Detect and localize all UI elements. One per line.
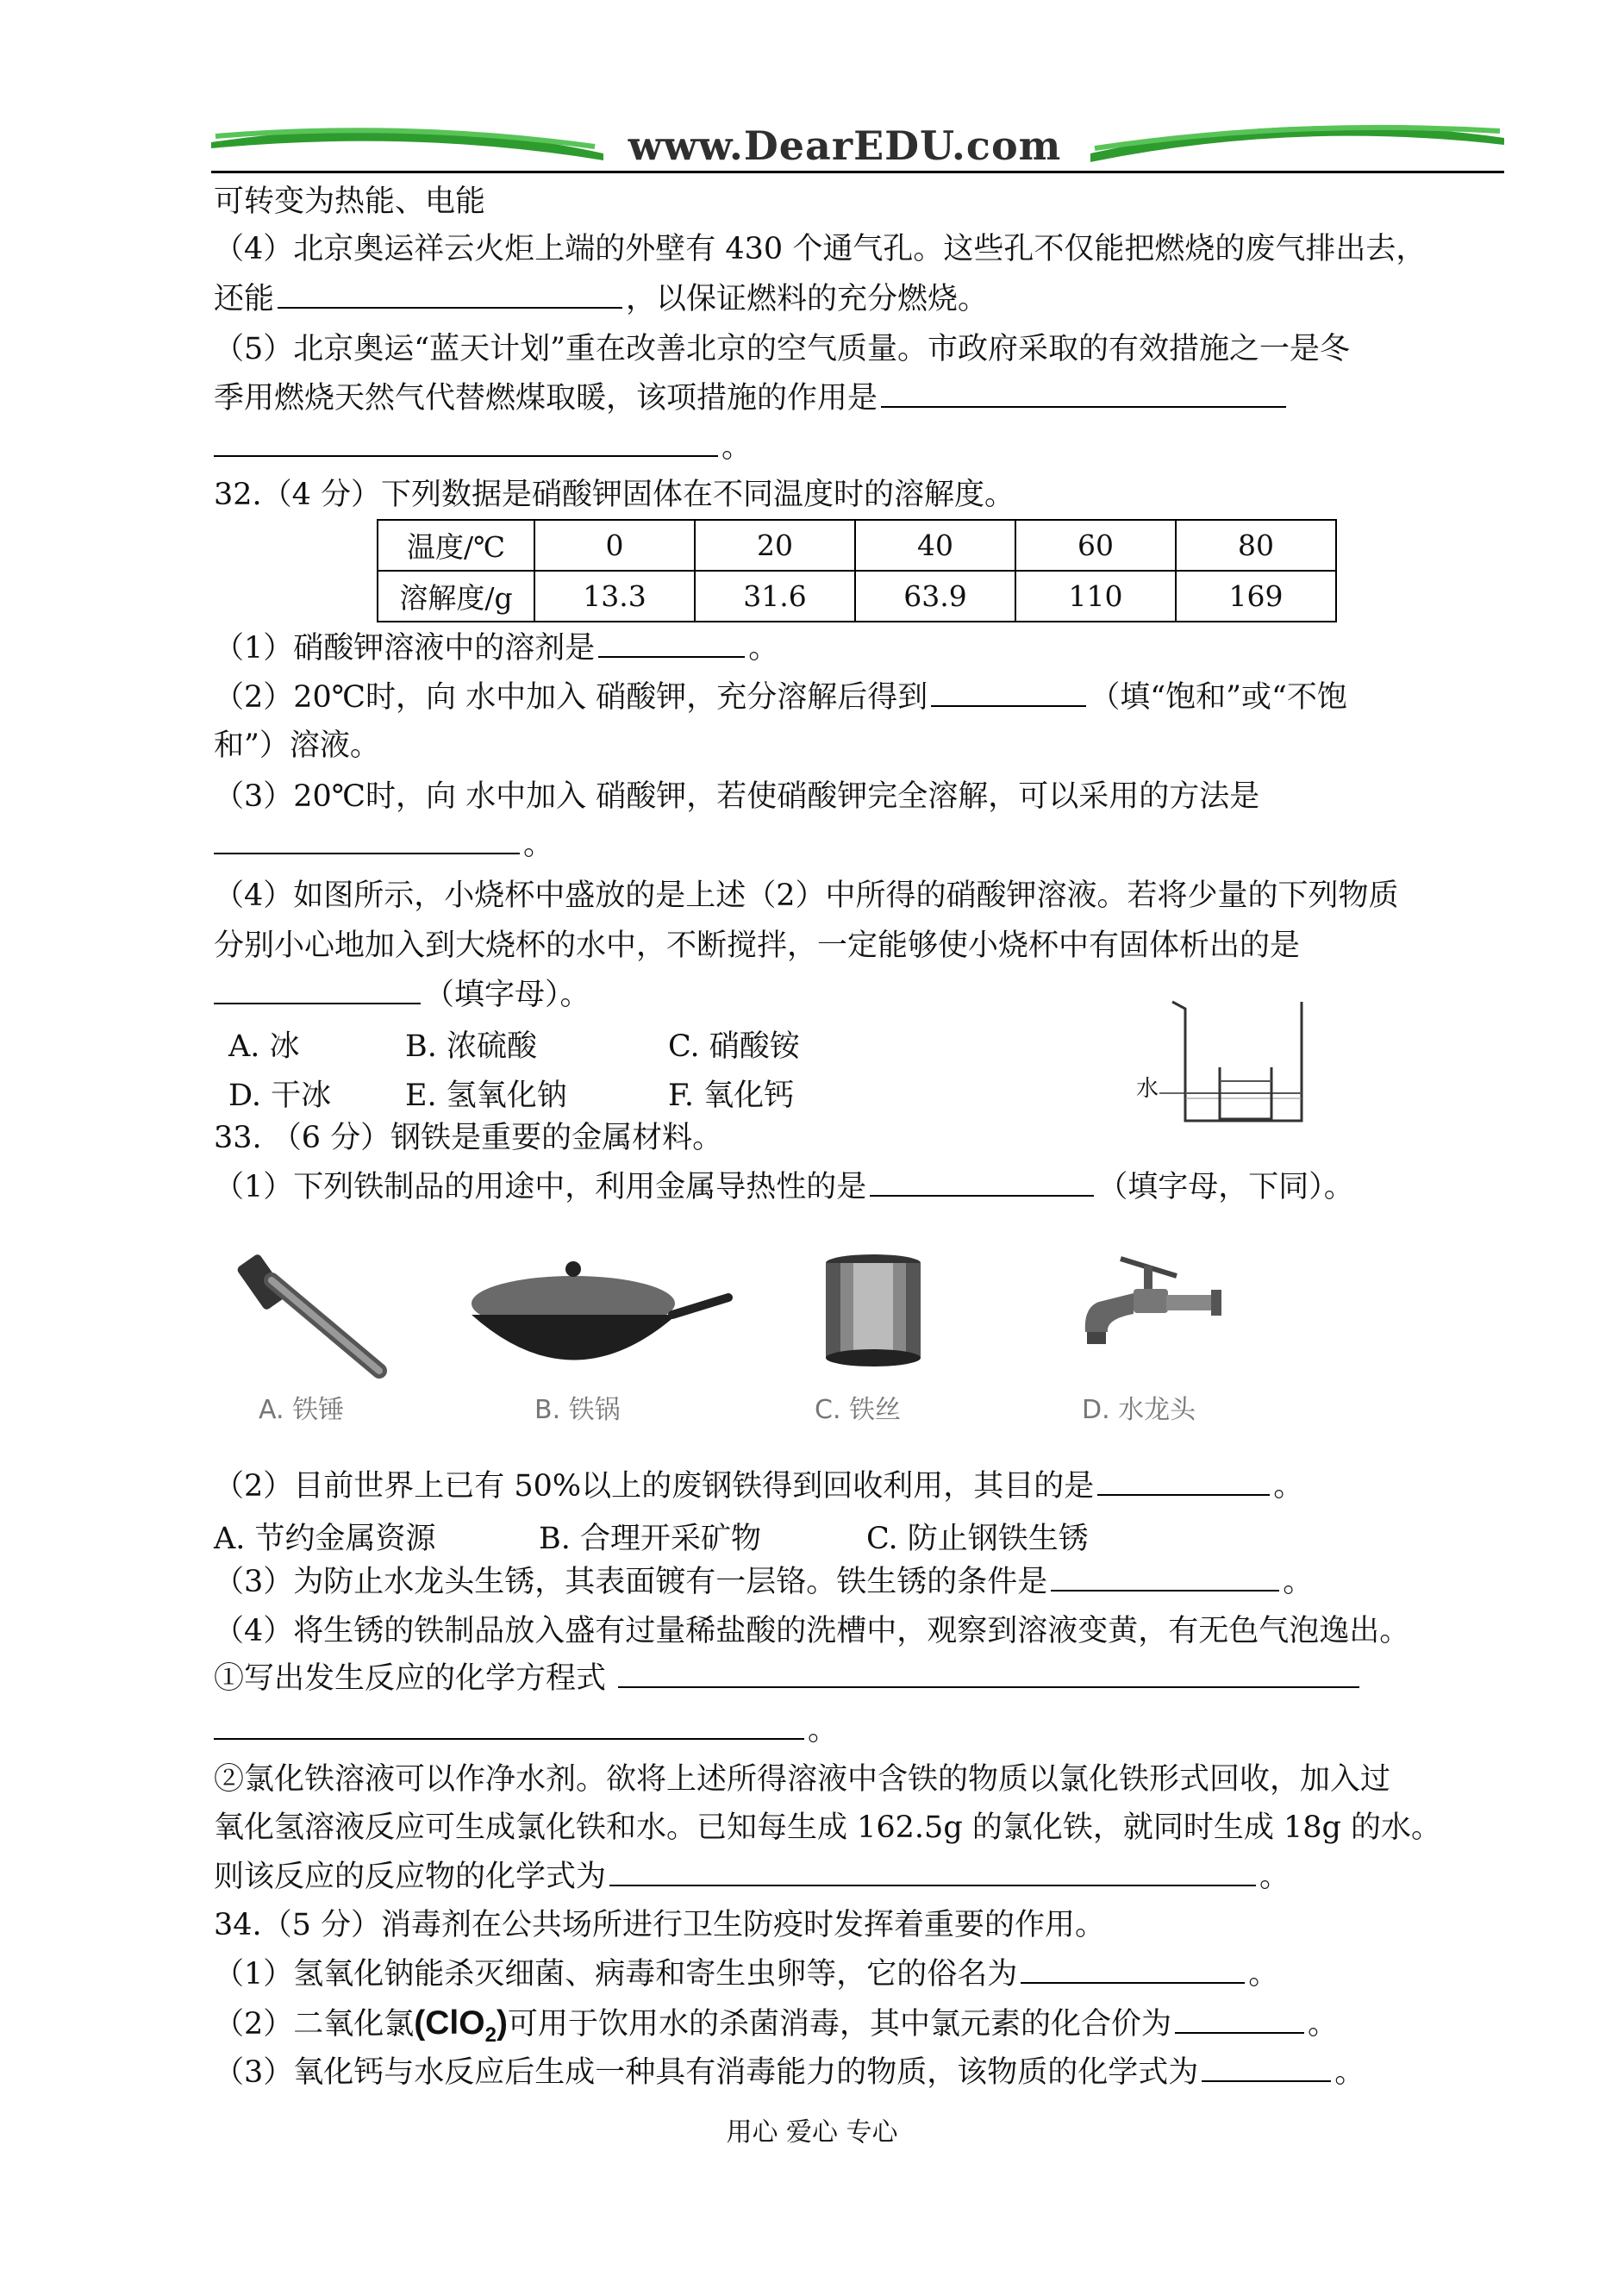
- text-span: （填字母）。: [424, 978, 590, 1012]
- water-label: 水: [1136, 1076, 1159, 1102]
- text-line: （4）将生锈的铁制品放入盛有过量稀盐酸的洗槽中，观察到溶液变黄，有无色气泡逸出。: [214, 1614, 1410, 1648]
- footer-slogan: 用心 爱心 专心: [726, 2117, 898, 2148]
- text-line: [214, 678, 1347, 716]
- answer-blank[interactable]: [278, 281, 622, 309]
- text-span: 。: [748, 631, 779, 666]
- wire-spool-icon: [815, 1250, 935, 1379]
- table-row: [378, 571, 1336, 622]
- answer-blank[interactable]: [214, 429, 718, 457]
- text-line: [214, 379, 1290, 417]
- text-span: （2）二氧化氯: [214, 2007, 415, 2042]
- option-a: A. 冰: [228, 1029, 300, 1064]
- table-cell: 40: [855, 520, 1015, 571]
- text-line: [214, 629, 778, 667]
- answer-blank[interactable]: [598, 630, 745, 658]
- text-span: （3）氧化钙与水反应后生成一种具有消毒能力的物质，该物质的化学式为: [214, 2055, 1199, 2090]
- text-line: 可转变为热能、电能: [214, 184, 486, 219]
- table-cell: 13.3: [534, 571, 695, 622]
- table-cell: 63.9: [855, 571, 1015, 622]
- question-33-title: 33. （6 分）钢铁是重要的金属材料。: [214, 1121, 723, 1155]
- table-cell: 0: [534, 520, 695, 571]
- picture-caption-c: C. 铁丝: [815, 1395, 902, 1425]
- text-span: 。: [808, 1713, 839, 1748]
- header-rule: [211, 171, 1504, 173]
- answer-blank[interactable]: [1021, 1956, 1245, 1984]
- text-span: 则该反应的反应物的化学式为: [214, 1860, 607, 1894]
- hammer-icon: [233, 1246, 405, 1392]
- wok-icon: [461, 1250, 737, 1397]
- text-line: 氧化氢溶液反应可生成氯化铁和水。已知每生成 162.5g 的氯化铁，就同时生成 18g 的水。: [214, 1810, 1442, 1845]
- text-span: 。: [1307, 2007, 1338, 2042]
- text-line: （3）20℃时，向 水中加入 硝酸钾，若使硝酸钾完全溶解，可以采用的方法是: [214, 779, 1260, 814]
- option-a: A. 节约金属资源: [214, 1522, 436, 1556]
- formula-text: (ClO: [414, 2004, 485, 2042]
- table-cell: 110: [1015, 571, 1176, 622]
- text-line: [214, 1563, 1313, 1601]
- text-line: [214, 1467, 1303, 1505]
- text-line: [214, 428, 752, 466]
- text-line: [214, 826, 553, 864]
- text-line: （4）北京奥运祥云火炬上端的外壁有 430 个通气孔。这些孔不仅能把燃烧的废气排出去，: [214, 232, 1427, 266]
- answer-blank[interactable]: [1097, 1468, 1270, 1496]
- text-span: （1）硝酸钾溶液中的溶剂是: [214, 631, 596, 666]
- answer-blank[interactable]: [1202, 2054, 1331, 2082]
- table-row: [378, 520, 1336, 571]
- text-line: [214, 1858, 1290, 1896]
- beaker-diagram-icon: [1146, 991, 1319, 1129]
- table-cell: 169: [1176, 571, 1336, 622]
- text-line: [214, 976, 590, 1014]
- text-line: （5）北京奥运“蓝天计划”重在改善北京的空气质量。市政府采取的有效措施之一是冬: [214, 332, 1351, 366]
- table-cell: 20: [695, 520, 855, 571]
- text-line: 分别小心地加入到大烧杯的水中，不断搅拌，一定能够使小烧杯中有固体析出的是: [214, 929, 1301, 963]
- text-line: [214, 1711, 838, 1749]
- text-span: 可用于饮用水的杀菌消毒，其中氯元素的化合价为: [507, 2007, 1171, 2042]
- text-line: [214, 1955, 1278, 1993]
- question-32-title: 32.（4 分）下列数据是硝酸钾固体在不同温度时的溶解度。: [214, 478, 1015, 512]
- solubility-table: [377, 519, 1337, 622]
- option-f: F. 氧化钙: [668, 1079, 795, 1113]
- answer-blank[interactable]: [214, 977, 421, 1004]
- text-line: 和”）溶液。: [214, 729, 380, 763]
- text-span: 。: [1283, 1565, 1314, 1599]
- option-c: C. 防止钢铁生锈: [866, 1522, 1089, 1556]
- answer-blank[interactable]: [1051, 1564, 1279, 1591]
- answer-blank[interactable]: [931, 679, 1086, 707]
- answer-blank[interactable]: [214, 1712, 804, 1740]
- formula-subscript: 2: [484, 2023, 497, 2047]
- option-d: D. 干冰: [228, 1079, 332, 1113]
- text-span: 。: [1334, 2055, 1365, 2090]
- text-span: 。: [721, 430, 753, 465]
- text-line: （4）如图所示，小烧杯中盛放的是上述（2）中所得的硝酸钾溶液。若将少量的下列物质: [214, 879, 1399, 913]
- answer-blank[interactable]: [618, 1660, 1359, 1688]
- answer-blank[interactable]: [870, 1169, 1094, 1197]
- text-span: （填字母，下同）。: [1097, 1170, 1354, 1204]
- table-cell: 溶解度/g: [378, 571, 534, 622]
- text-line: [214, 1660, 1363, 1698]
- text-span: 季用燃烧天然气代替燃煤取暖，该项措施的作用是: [214, 381, 878, 416]
- text-span: （填“饱和”或“不饱: [1090, 680, 1347, 715]
- option-b: B. 浓硫酸: [405, 1029, 537, 1064]
- text-span: 。: [1259, 1860, 1290, 1894]
- picture-caption-a: A. 铁锤: [259, 1395, 345, 1425]
- picture-caption-d: D. 水龙头: [1082, 1395, 1196, 1425]
- option-e: E. 氢氧化钠: [405, 1079, 567, 1113]
- text-span: （3）为防止水龙头生锈，其表面镀有一层铬。铁生锈的条件是: [214, 1565, 1048, 1599]
- text-span: ，以保证燃料的充分燃烧。: [626, 282, 989, 316]
- picture-caption-b: B. 铁锅: [534, 1395, 621, 1425]
- option-b: B. 合理开采矿物: [539, 1522, 761, 1556]
- table-cell: 温度/℃: [378, 520, 534, 571]
- option-c: C. 硝酸铵: [668, 1029, 800, 1064]
- text-line: [214, 2004, 1338, 2054]
- text-span: ①写出发生反应的化学方程式: [214, 1661, 607, 1696]
- text-span: （1）下列铁制品的用途中，利用金属导热性的是: [214, 1170, 867, 1204]
- answer-blank[interactable]: [1175, 2006, 1304, 2034]
- text-span: 还能: [214, 282, 275, 316]
- table-cell: 80: [1176, 520, 1336, 571]
- faucet-icon: [1073, 1250, 1228, 1388]
- formula-text: ): [496, 2004, 508, 2042]
- table-cell: 31.6: [695, 571, 855, 622]
- chemical-formula: [414, 2004, 508, 2047]
- text-span: （1）氢氧化钠能杀灭细菌、病毒和寄生虫卵等，它的俗名为: [214, 1957, 1018, 1992]
- text-line: [214, 280, 988, 318]
- answer-blank[interactable]: [881, 380, 1286, 408]
- text-line: [214, 2054, 1365, 2092]
- question-34-title: 34.（5 分）消毒剂在公共场所进行卫生防疫时发挥着重要的作用。: [214, 1908, 1106, 1942]
- text-span: 。: [1248, 1957, 1279, 1992]
- answer-blank[interactable]: [609, 1859, 1256, 1886]
- text-span: （2）20℃时，向 水中加入 硝酸钾，充分溶解后得到: [214, 680, 928, 715]
- text-span: 。: [1273, 1469, 1304, 1504]
- table-cell: 60: [1015, 520, 1176, 571]
- site-logo-text: www.DearEDU.com: [628, 122, 1062, 169]
- text-span: 。: [523, 828, 554, 862]
- text-span: （2）目前世界上已有 50%以上的废钢铁得到回收利用，其目的是: [214, 1469, 1095, 1504]
- text-line: ②氯化铁溶液可以作净水剂。欲将上述所得溶液中含铁的物质以氯化铁形式回收，加入过: [214, 1762, 1391, 1797]
- text-line: [214, 1168, 1354, 1206]
- answer-blank[interactable]: [214, 827, 520, 854]
